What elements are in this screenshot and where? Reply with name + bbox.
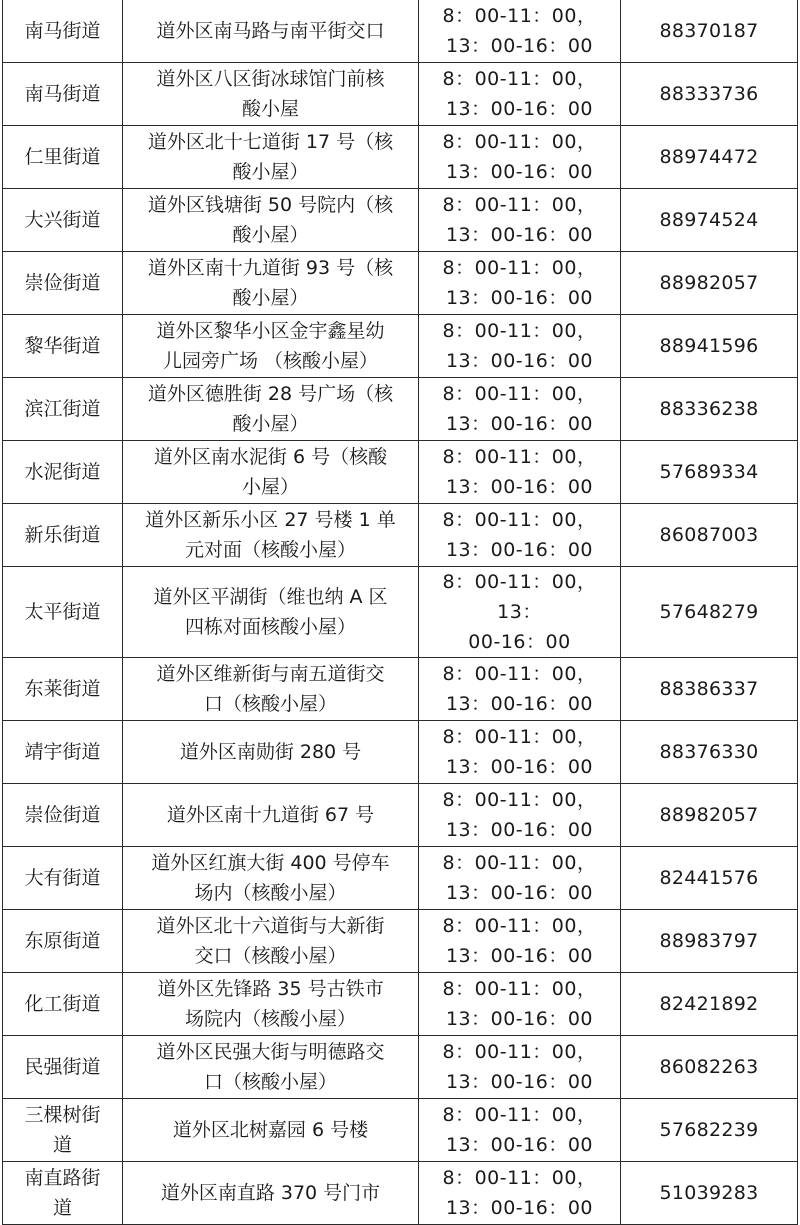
address-cell: 道外区北十七道街 17 号（核 酸小屋）: [123, 126, 419, 189]
street-cell: 化工街道: [3, 973, 123, 1036]
address-cell: 道外区南十九道街 93 号（核 酸小屋）: [123, 252, 419, 315]
address-cell: 道外区南直路 370 号门市: [123, 1162, 419, 1225]
hours-cell: 8：00-11：00，13： 00-16：00: [419, 567, 621, 658]
street-cell: 黎华街道: [3, 315, 123, 378]
testing-sites-table: [2, 0, 798, 1225]
phone-cell: 57682239: [621, 1099, 798, 1162]
table-row: [3, 1099, 798, 1162]
hours-cell: 8：00-11：00， 13：00-16：00: [419, 1036, 621, 1099]
address-cell: 道外区南水泥街 6 号（核酸 小屋）: [123, 441, 419, 504]
phone-cell: 88386337: [621, 658, 798, 721]
address-cell: 道外区平湖街（维也纳 A 区 四栋对面核酸小屋）: [123, 567, 419, 658]
phone-cell: 88982057: [621, 252, 798, 315]
table-row: [3, 252, 798, 315]
address-cell: 道外区先锋路 35 号古铁市 场院内（核酸小屋）: [123, 973, 419, 1036]
hours-cell: 8：00-11：00， 13：00-16：00: [419, 378, 621, 441]
hours-cell: 8：00-11：00， 13：00-16：00: [419, 1162, 621, 1225]
hours-cell: 8：00-11：00， 13：00-16：00: [419, 1099, 621, 1162]
table-row: [3, 721, 798, 784]
street-cell: 南马街道: [3, 0, 123, 63]
street-cell: 滨江街道: [3, 378, 123, 441]
phone-cell: 88370187: [621, 0, 798, 63]
hours-cell: 8：00-11：00， 13：00-16：00: [419, 910, 621, 973]
hours-cell: 8：00-11：00， 13：00-16：00: [419, 252, 621, 315]
street-cell: 水泥街道: [3, 441, 123, 504]
address-cell: 道外区南马路与南平街交口: [123, 0, 419, 63]
street-cell: 仁里街道: [3, 126, 123, 189]
hours-cell: 8：00-11：00， 13：00-16：00: [419, 441, 621, 504]
table-row: [3, 910, 798, 973]
street-cell: 南直路街 道: [3, 1162, 123, 1225]
table-row: [3, 1162, 798, 1225]
address-cell: 道外区德胜街 28 号广场（核 酸小屋）: [123, 378, 419, 441]
address-cell: 道外区八区街冰球馆门前核 酸小屋: [123, 63, 419, 126]
phone-cell: 57689334: [621, 441, 798, 504]
hours-cell: 8：00-11：00， 13：00-16：00: [419, 721, 621, 784]
hours-cell: 8：00-11：00， 13：00-16：00: [419, 784, 621, 847]
street-cell: 南马街道: [3, 63, 123, 126]
phone-cell: 88974524: [621, 189, 798, 252]
address-cell: 道外区民强大街与明德路交 口（核酸小屋）: [123, 1036, 419, 1099]
table-row: [3, 847, 798, 910]
address-cell: 道外区红旗大街 400 号停车 场内（核酸小屋）: [123, 847, 419, 910]
table-row: [3, 567, 798, 658]
phone-cell: 88336238: [621, 378, 798, 441]
phone-cell: 82441576: [621, 847, 798, 910]
address-cell: 道外区新乐小区 27 号楼 1 单 元对面（核酸小屋）: [123, 504, 419, 567]
hours-cell: 8：00-11：00， 13：00-16：00: [419, 504, 621, 567]
table-row: [3, 0, 798, 63]
address-cell: 道外区南勋街 280 号: [123, 721, 419, 784]
table-row: [3, 441, 798, 504]
phone-cell: 88376330: [621, 721, 798, 784]
hours-cell: 8：00-11：00， 13：00-16：00: [419, 63, 621, 126]
street-cell: 靖宇街道: [3, 721, 123, 784]
table-row: [3, 1036, 798, 1099]
street-cell: 崇俭街道: [3, 784, 123, 847]
address-cell: 道外区钱塘街 50 号院内（核 酸小屋）: [123, 189, 419, 252]
phone-cell: 57648279: [621, 567, 798, 658]
phone-cell: 82421892: [621, 973, 798, 1036]
table-row: [3, 378, 798, 441]
street-cell: 大兴街道: [3, 189, 123, 252]
street-cell: 三棵树街 道: [3, 1099, 123, 1162]
street-cell: 太平街道: [3, 567, 123, 658]
phone-cell: 51039283: [621, 1162, 798, 1225]
street-cell: 民强街道: [3, 1036, 123, 1099]
phone-cell: 88983797: [621, 910, 798, 973]
table-row: [3, 126, 798, 189]
street-cell: 大有街道: [3, 847, 123, 910]
address-cell: 道外区黎华小区金宇鑫星幼 儿园旁广场 （核酸小屋）: [123, 315, 419, 378]
phone-cell: 86087003: [621, 504, 798, 567]
address-cell: 道外区维新街与南五道街交 口（核酸小屋）: [123, 658, 419, 721]
hours-cell: 8：00-11：00， 13：00-16：00: [419, 847, 621, 910]
table-row: [3, 504, 798, 567]
hours-cell: 8：00-11：00， 13：00-16：00: [419, 973, 621, 1036]
street-cell: 新乐街道: [3, 504, 123, 567]
hours-cell: 8：00-11：00， 13：00-16：00: [419, 189, 621, 252]
address-cell: 道外区北树嘉园 6 号楼: [123, 1099, 419, 1162]
table-row: [3, 784, 798, 847]
phone-cell: 88982057: [621, 784, 798, 847]
hours-cell: 8：00-11：00， 13：00-16：00: [419, 658, 621, 721]
phone-cell: 86082263: [621, 1036, 798, 1099]
hours-cell: 8：00-11：00， 13：00-16：00: [419, 315, 621, 378]
table-row: [3, 973, 798, 1036]
phone-cell: 88941596: [621, 315, 798, 378]
table-row: [3, 63, 798, 126]
street-cell: 崇俭街道: [3, 252, 123, 315]
hours-cell: 8：00-11：00， 13：00-16：00: [419, 126, 621, 189]
address-cell: 道外区南十九道街 67 号: [123, 784, 419, 847]
street-cell: 东原街道: [3, 910, 123, 973]
address-cell: 道外区北十六道街与大新街 交口（核酸小屋）: [123, 910, 419, 973]
table-row: [3, 658, 798, 721]
table-body: [3, 0, 798, 1225]
table-row: [3, 315, 798, 378]
hours-cell: 8：00-11：00， 13：00-16：00: [419, 0, 621, 63]
phone-cell: 88974472: [621, 126, 798, 189]
street-cell: 东莱街道: [3, 658, 123, 721]
table-row: [3, 189, 798, 252]
phone-cell: 88333736: [621, 63, 798, 126]
